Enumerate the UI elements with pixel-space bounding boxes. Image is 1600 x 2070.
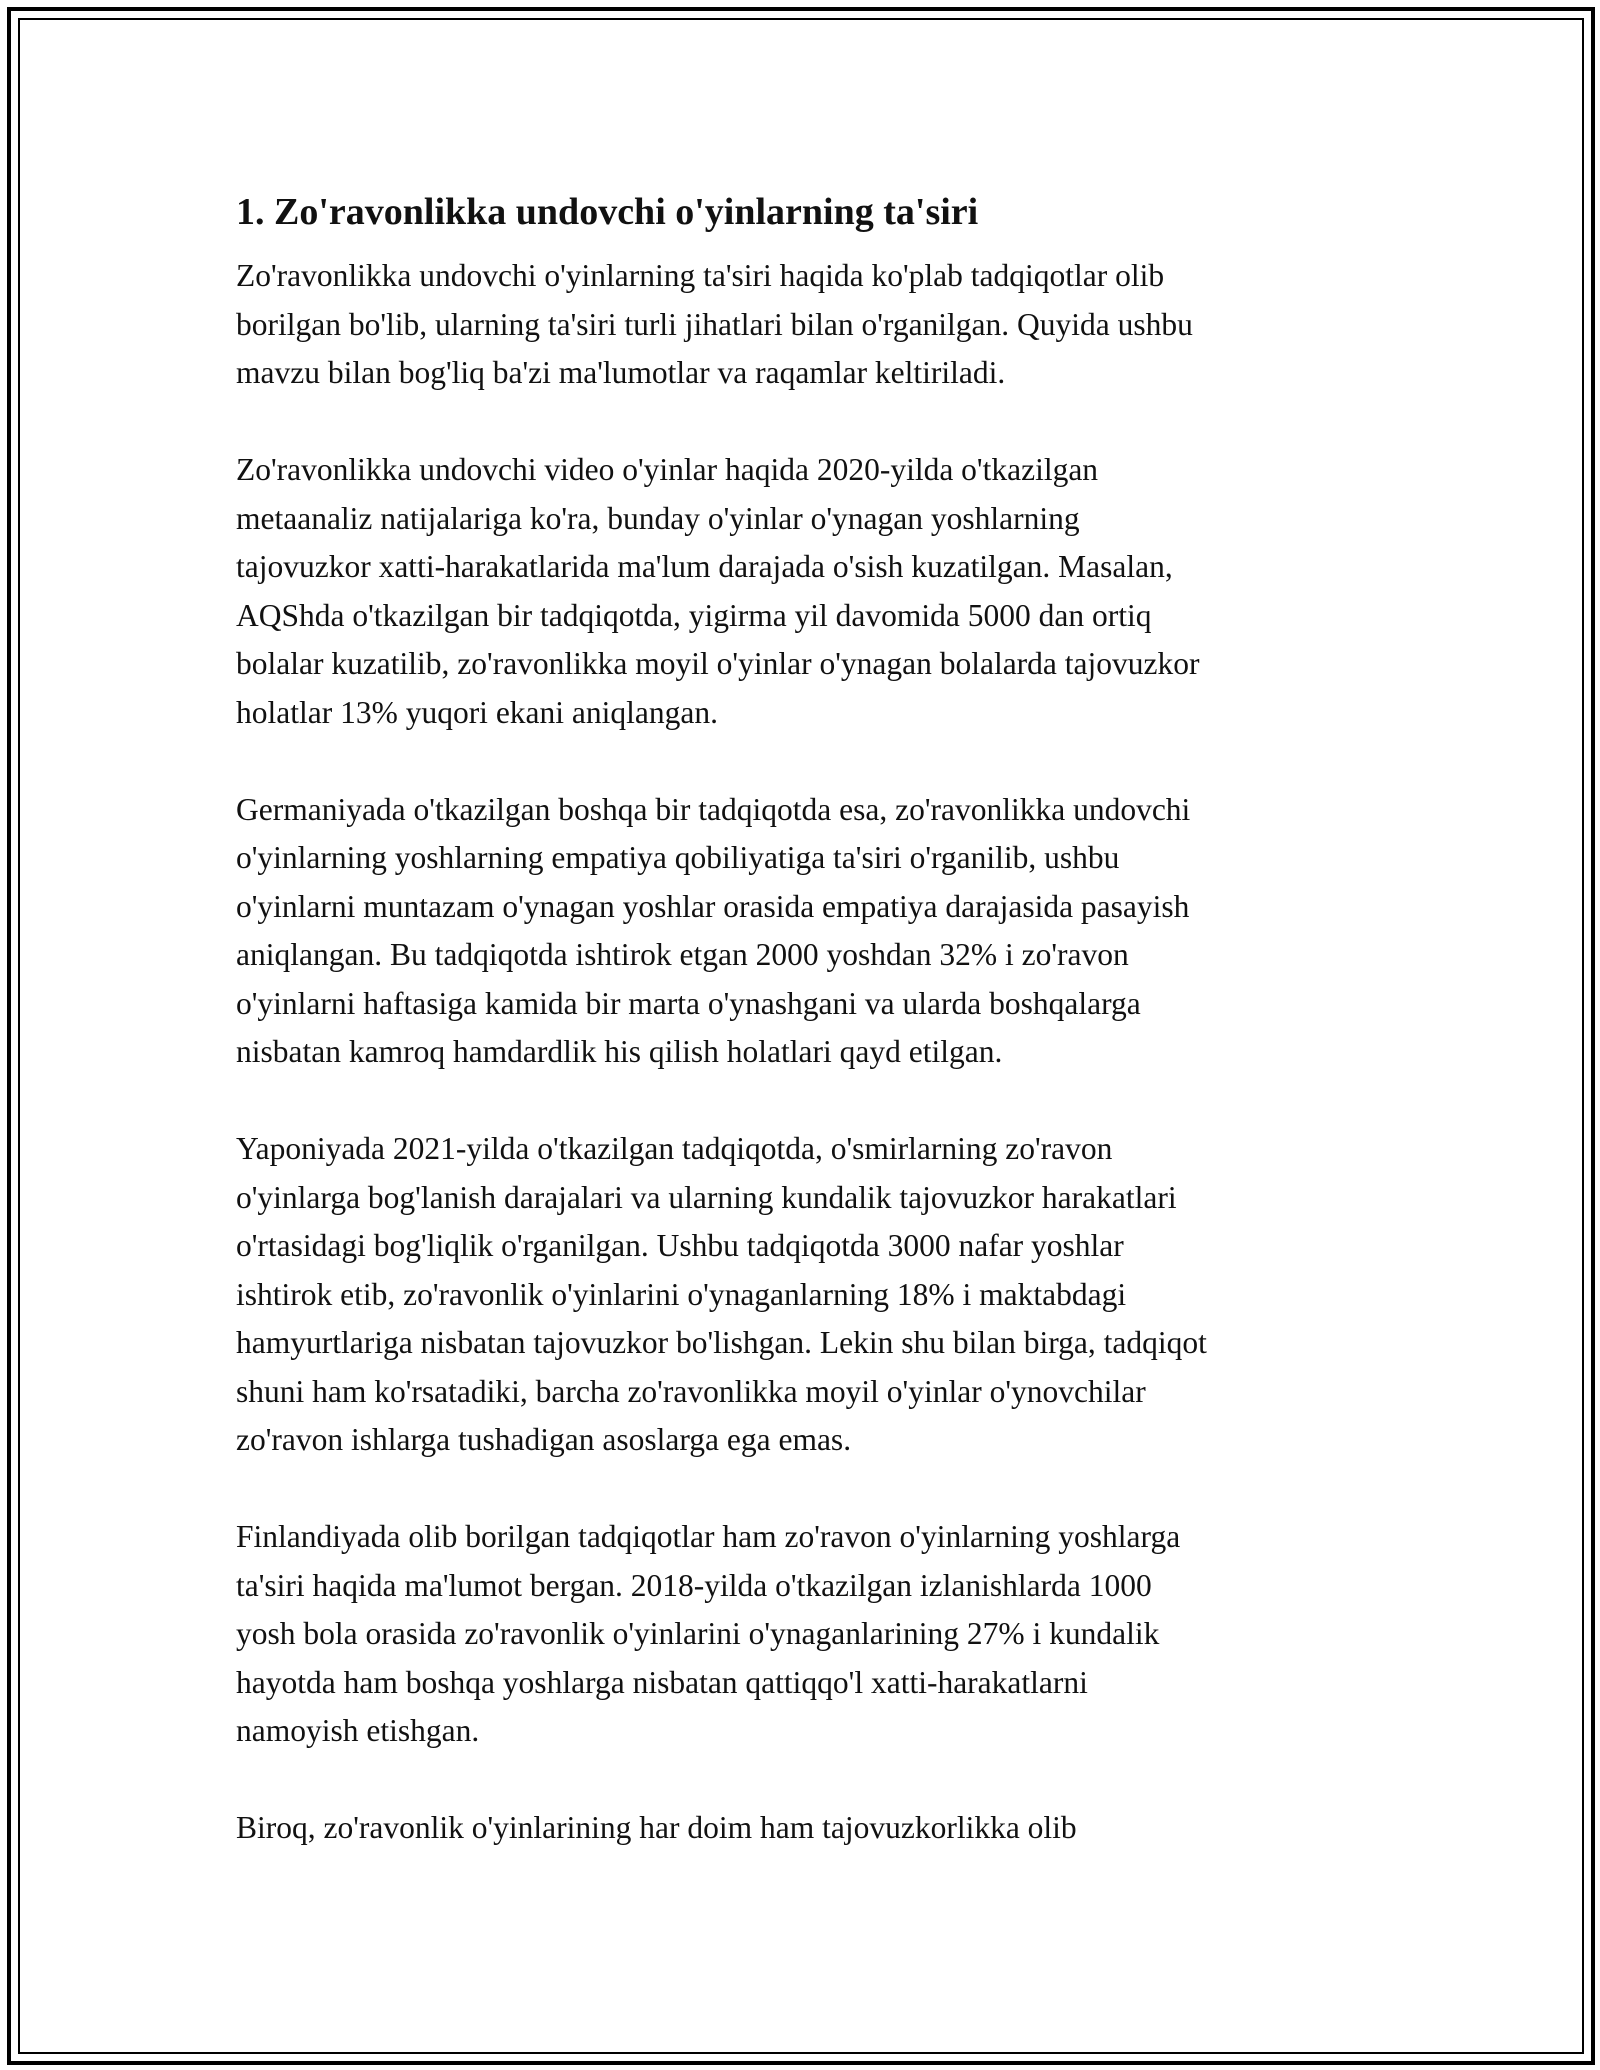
paragraph-line: borilgan bo'lib, ularning ta'siri turli jihatlari bilan o'rganilgan. Quyida ushbu [236, 306, 1193, 342]
paragraph-line: metaanaliz natijalariga ko'ra, bunday o'yinlar o'ynagan yoshlarning [236, 500, 1080, 536]
paragraph-line: aniqlangan. Bu tadqiqotda ishtirok etgan 2000 yoshdan 32% i zo'ravon [236, 937, 1129, 972]
paragraph-line: yosh bola orasida zo'ravonlik o'yinlarini o'ynaganlarining 27% i kundalik [236, 1616, 1160, 1651]
paragraph-line: Germaniyada o'tkazilgan boshqa bir tadqiqotda esa, zo'ravonlikka undovchi [236, 791, 1191, 827]
paragraph [236, 252, 1376, 398]
paragraph-line: ta'siri haqida ma'lumot bergan. 2018-yilda o'tkazilgan izlanishlarda 1000 [236, 1567, 1152, 1603]
paragraph-line: hamyurtlariga nisbatan tajovuzkor bo'lishgan. Lekin shu bilan birga, tadqiqot [236, 1325, 1207, 1360]
paragraph-list [236, 252, 1376, 1853]
paragraph-line: Zo'ravonlikka undovchi video o'yinlar haqida 2020-yilda o'tkazilgan [236, 452, 1099, 487]
paragraph-line: nisbatan kamroq hamdardlik his qilish holatlari qayd etilgan. [236, 1034, 1003, 1069]
paragraph-line: o'yinlarga bog'lanish darajalari va ularning kundalik tajovuzkor harakatlari [236, 1179, 1177, 1215]
paragraph-line: Biroq, zo'ravonlik o'yinlarining har doim ham tajovuzkorlikka olib [236, 1810, 1077, 1845]
paragraph-line: mavzu bilan bog'liq ba'zi ma'lumotlar va raqamlar keltiriladi. [236, 355, 1006, 390]
paragraph-line: tajovuzkor xatti-harakatlarida ma'lum darajada o'sish kuzatilgan. Masalan, [236, 549, 1173, 584]
paragraph-line: o'yinlarning yoshlarning empatiya qobiliyatiga ta'siri o'rganilib, ushbu [236, 840, 1120, 875]
paragraph-line: o'yinlarni muntazam o'ynagan yoshlar orasida empatiya darajasida pasayish [236, 888, 1190, 924]
paragraph [236, 446, 1376, 737]
paragraph-line: Finlandiyada olib borilgan tadqiqotlar ham zo'ravon o'yinlarning yoshlarga [236, 1519, 1181, 1554]
paragraph-line: ishtirok etib, zo'ravonlik o'yinlarini o'ynaganlarning 18% i maktabdagi [236, 1276, 1127, 1312]
paragraph-line: Yaponiyada 2021-yilda o'tkazilgan tadqiqotda, o'smirlarning zo'ravon [236, 1131, 1113, 1166]
paragraph [236, 1125, 1376, 1465]
paragraph-line: hayotda ham boshqa yoshlarga nisbatan qattiqqo'l xatti-harakatlarni [236, 1664, 1088, 1700]
paragraph-line: o'rtasidagi bog'liqlik o'rganilgan. Ushbu tadqiqotda 3000 nafar yoshlar [236, 1228, 1124, 1263]
paragraph [236, 1513, 1376, 1756]
paragraph-line: shuni ham ko'rsatadiki, barcha zo'ravonlikka moyil o'yinlar o'ynovchilar [236, 1373, 1146, 1409]
paragraph-line: Zo'ravonlikka undovchi o'yinlarning ta'siri haqida ko'plab tadqiqotlar olib [236, 258, 1165, 293]
paragraph-line: zo'ravon ishlarga tushadigan asoslarga ega emas. [236, 1422, 852, 1457]
paragraph-line: holatlar 13% yuqori ekani aniqlangan. [236, 694, 718, 730]
paragraph [236, 1804, 1376, 1853]
paragraph-line: o'yinlarni haftasiga kamida bir marta o'ynashgani va ularda boshqalarga [236, 985, 1141, 1021]
paragraph-line: namoyish etishgan. [236, 1713, 480, 1748]
paragraph [236, 786, 1376, 1077]
section-heading: 1. Zo'ravonlikka undovchi o'yinlarning ta'siri [236, 191, 979, 233]
paragraph-line: AQShda o'tkazilgan bir tadqiqotda, yigirma yil davomida 5000 dan ortiq [236, 597, 1152, 633]
paragraph-line: bolalar kuzatilib, zo'ravonlikka moyil o'yinlar o'ynagan bolalarda tajovuzkor [236, 646, 1200, 681]
document-body [236, 186, 1376, 1853]
